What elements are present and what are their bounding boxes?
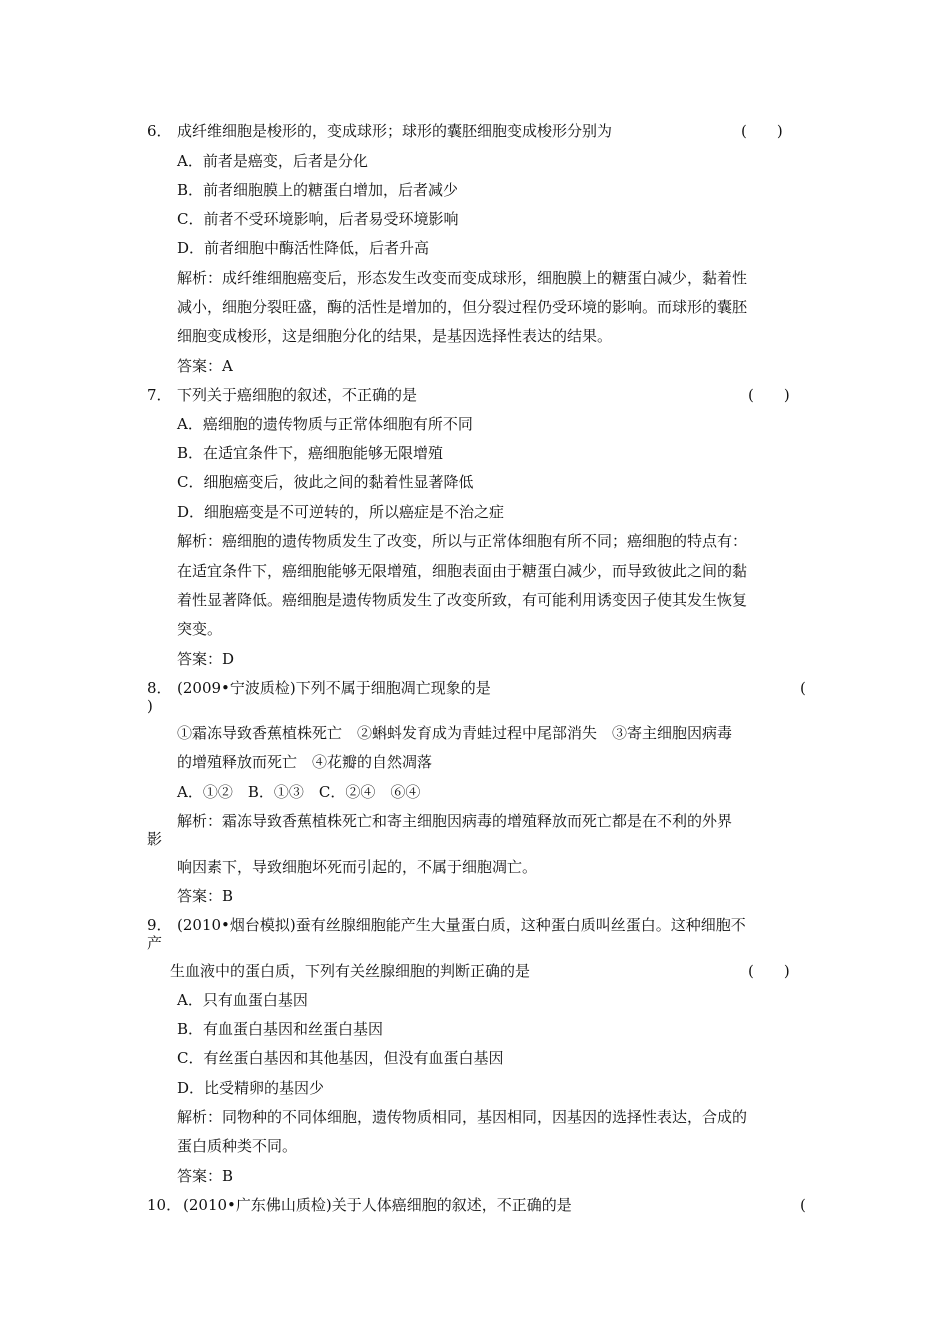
question-9-number: 9． <box>147 916 172 934</box>
question-9-option-b: B．有血蛋白基因和丝蛋白基因 <box>177 1020 384 1038</box>
question-7-option-c: C．细胞癌变后，彼此之间的黏着性显著降低 <box>177 473 474 491</box>
question-9-stem-line-2: 生血液中的蛋白质，下列有关丝腺细胞的判断正确的是 <box>170 962 531 980</box>
question-7-number: 7． <box>147 386 172 404</box>
question-6-number: 6． <box>147 122 172 140</box>
question-10-number: 10． <box>147 1196 182 1214</box>
question-6-stem: 成纤维细胞是梭形的，变成球形；球形的囊胚细胞变成梭形分别为 <box>177 122 613 140</box>
question-7-option-a: A．癌细胞的遗传物质与正常体细胞有所不同 <box>177 415 473 433</box>
question-8-answer-bracket-open: ( <box>800 679 806 697</box>
question-6-answer-bracket: ( ) <box>741 122 783 140</box>
question-10-answer-bracket: ( <box>800 1196 806 1214</box>
question-6-analysis-line: 减小，细胞分裂旺盛，酶的活性是增加的，但分裂过程仍受环境的影响。而球形的囊胚 <box>177 298 748 316</box>
question-9-analysis-line: 蛋白质种类不同。 <box>177 1137 298 1155</box>
question-7-stem: 下列关于癌细胞的叙述，不正确的是 <box>177 386 418 404</box>
question-8-analysis-line: 解析：霜冻导致香蕉植株死亡和寄主细胞因病毒的增殖释放而死亡都是在不利的外界 <box>177 812 733 830</box>
question-8-analysis-line: 响因素下，导致细胞坏死而引起的，不属于细胞凋亡。 <box>177 858 538 876</box>
question-6-option-a: A．前者是癌变，后者是分化 <box>177 152 368 170</box>
question-7-option-b: B．在适宜条件下，癌细胞能够无限增殖 <box>177 444 444 462</box>
question-9-stem-wrap-char: 产 <box>147 934 163 952</box>
question-9-option-c: C．有丝蛋白基因和其他基因，但没有血蛋白基因 <box>177 1049 504 1067</box>
question-7-analysis-line: 着性显著降低。癌细胞是遗传物质发生了改变所致，有可能利用诱变因子使其发生恢复 <box>177 591 748 609</box>
question-8-options-line: ①霜冻导致香蕉植株死亡 ②蝌蚪发育成为青蛙过程中尾部消失 ③寄主细胞因病毒 <box>177 724 733 742</box>
question-7-answer: 答案：D <box>177 650 235 668</box>
question-9-answer: 答案：B <box>177 1167 234 1185</box>
question-8-stem: (2009•宁波质检)下列不属于细胞凋亡现象的是 <box>177 679 491 697</box>
question-8-answer: 答案：B <box>177 887 234 905</box>
question-8-answer-bracket-close: ) <box>147 697 153 715</box>
question-7-answer-bracket: ( ) <box>748 386 790 404</box>
question-7-analysis-line: 解析：癌细胞的遗传物质发生了改变，所以与正常体细胞有所不同；癌细胞的特点有： <box>177 532 748 550</box>
question-7-option-d: D．细胞癌变是不可逆转的，所以癌症是不治之症 <box>177 503 505 521</box>
question-6-option-d: D．前者细胞中酶活性降低，后者升高 <box>177 239 430 257</box>
question-6-option-b: B．前者细胞膜上的糖蛋白增加，后者减少 <box>177 181 459 199</box>
question-6-analysis-line: 解析：成纤维细胞癌变后，形态发生改变而变成球形，细胞膜上的糖蛋白减少，黏着性 <box>177 269 748 287</box>
question-10-stem: (2010•广东佛山质检)关于人体癌细胞的叙述，不正确的是 <box>183 1196 572 1214</box>
question-7-analysis-line: 突变。 <box>177 620 223 638</box>
question-9-stem: (2010•烟台模拟)蚕有丝腺细胞能产生大量蛋白质，这种蛋白质叫丝蛋白。这种细胞不 <box>177 916 746 934</box>
question-8-analysis-wrap-char: 影 <box>147 830 163 848</box>
question-9-option-a: A．只有血蛋白基因 <box>177 991 308 1009</box>
question-8-choices: A．①② B．①③ C．②④ ⑥④ <box>177 783 421 801</box>
question-6-option-c: C．前者不受环境影响，后者易受环境影响 <box>177 210 459 228</box>
question-9-analysis-line: 解析：同物种的不同体细胞，遗传物质相同，基因相同，因基因的选择性表达，合成的 <box>177 1108 748 1126</box>
question-6-analysis-line: 细胞变成梭形，这是细胞分化的结果，是基因选择性表达的结果。 <box>177 327 613 345</box>
question-8-number: 8． <box>147 679 172 697</box>
question-6-answer: 答案：A <box>177 357 233 375</box>
question-8-options-line: 的增殖释放而死亡 ④花瓣的自然凋落 <box>177 753 433 771</box>
question-9-option-d: D．比受精卵的基因少 <box>177 1079 325 1097</box>
question-9-answer-bracket: ( ) <box>748 962 790 980</box>
question-7-analysis-line: 在适宜条件下，癌细胞能够无限增殖，细胞表面由于糖蛋白减少，而导致彼此之间的黏 <box>177 562 748 580</box>
